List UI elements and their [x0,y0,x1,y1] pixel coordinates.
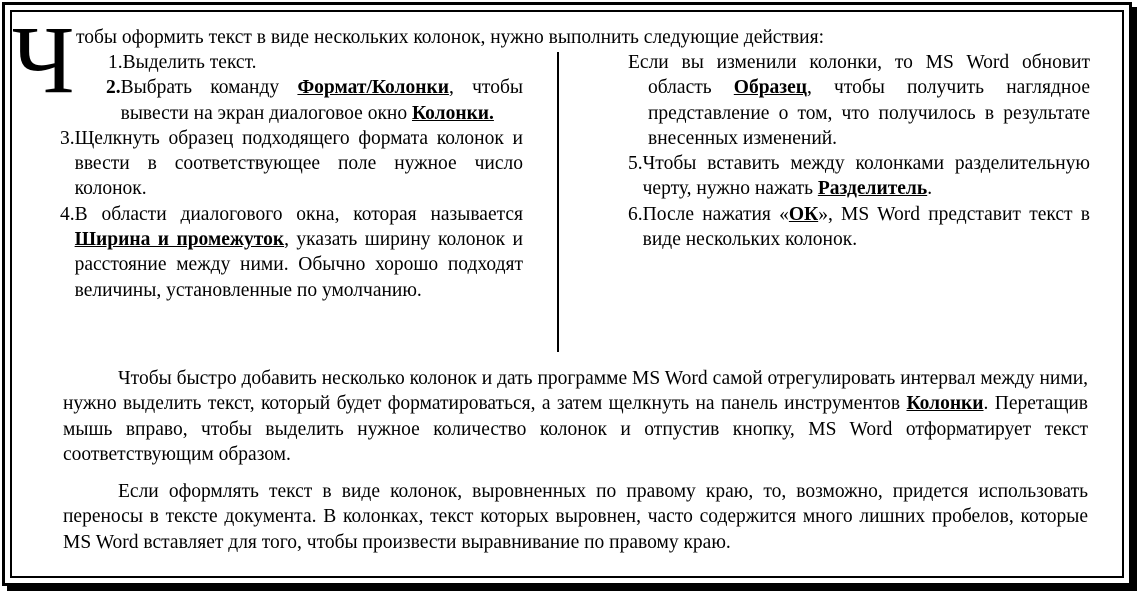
step-3: 3. Щелкнуть образец подходящего формата колонок и ввести в соответствующее поле нужное число колонок. [60,127,523,200]
left-column [60,50,523,303]
column-divider [557,52,559,352]
paragraph-hyphenation: Если оформлять текст в виде колонок, выровненных по правому краю, то, возможно, придется использовать переносы в тексте документа. В колонках, текст которых выровнен, часто содержится много лишних пробелов, которые MS Word вставляет для того, чтобы произвести выравнивание по правому краю. [63,481,1088,553]
step-4-continued: Если вы изменили колонки, то MS Word обновит область Образец, чтобы получить наглядное представление о том, что получилось в результате внесенных изменений. [628,52,1090,149]
step-4: 4. В области диалогового окна, которая называется Ширина и промежуток, указать ширину колонок и расстояние между ними. Обычно хорошо подходят величины, установленные по умолчанию. [60,203,523,301]
step-5: 5. Чтобы вставить между колонками разделительную черту, нужно нажать Разделитель. [628,153,1090,200]
step-1: 1.Выделить текст. [108,52,257,73]
step-2 [60,75,523,126]
step-6: 6. После нажатия «ОК», MS Word представит текст в виде нескольких колонок. [628,203,1090,251]
intro-line: тобы оформить текст в виде нескольких колонок, нужно выполнить следующие действия: [76,27,825,48]
step-2-number: 2. [106,77,121,99]
option-separator: Разделитель [817,178,928,200]
toolbar-columns: Колонки [906,393,984,415]
button-ok: ОК [788,203,819,225]
step-2-body: Выбрать команду Формат/Колонки, чтобы вывести на экран диалоговое окно Колонки. [120,77,523,124]
dialog-columns: Колонки. [411,102,494,124]
menu-format-columns: Формат/Колонки [297,77,449,99]
paragraph-quick-columns: Чтобы быстро добавить несколько колонок и дать программе MS Word самой отрегулировать интервал между ними, нужно выделить текст, который будет форматироваться, а затем щелкнуть на панель инструментов Колонки. Перетащив мышь вправо, чтобы выделить нужное количество колонок и отпустив кнопку, MS Word отформатирует текст соответствующим образом. [63,368,1089,465]
right-column [628,50,1090,252]
field-width-spacing: Ширина и промежуток [74,229,285,251]
drop-cap: Ч [12,6,75,113]
area-sample: Образец [733,77,808,99]
